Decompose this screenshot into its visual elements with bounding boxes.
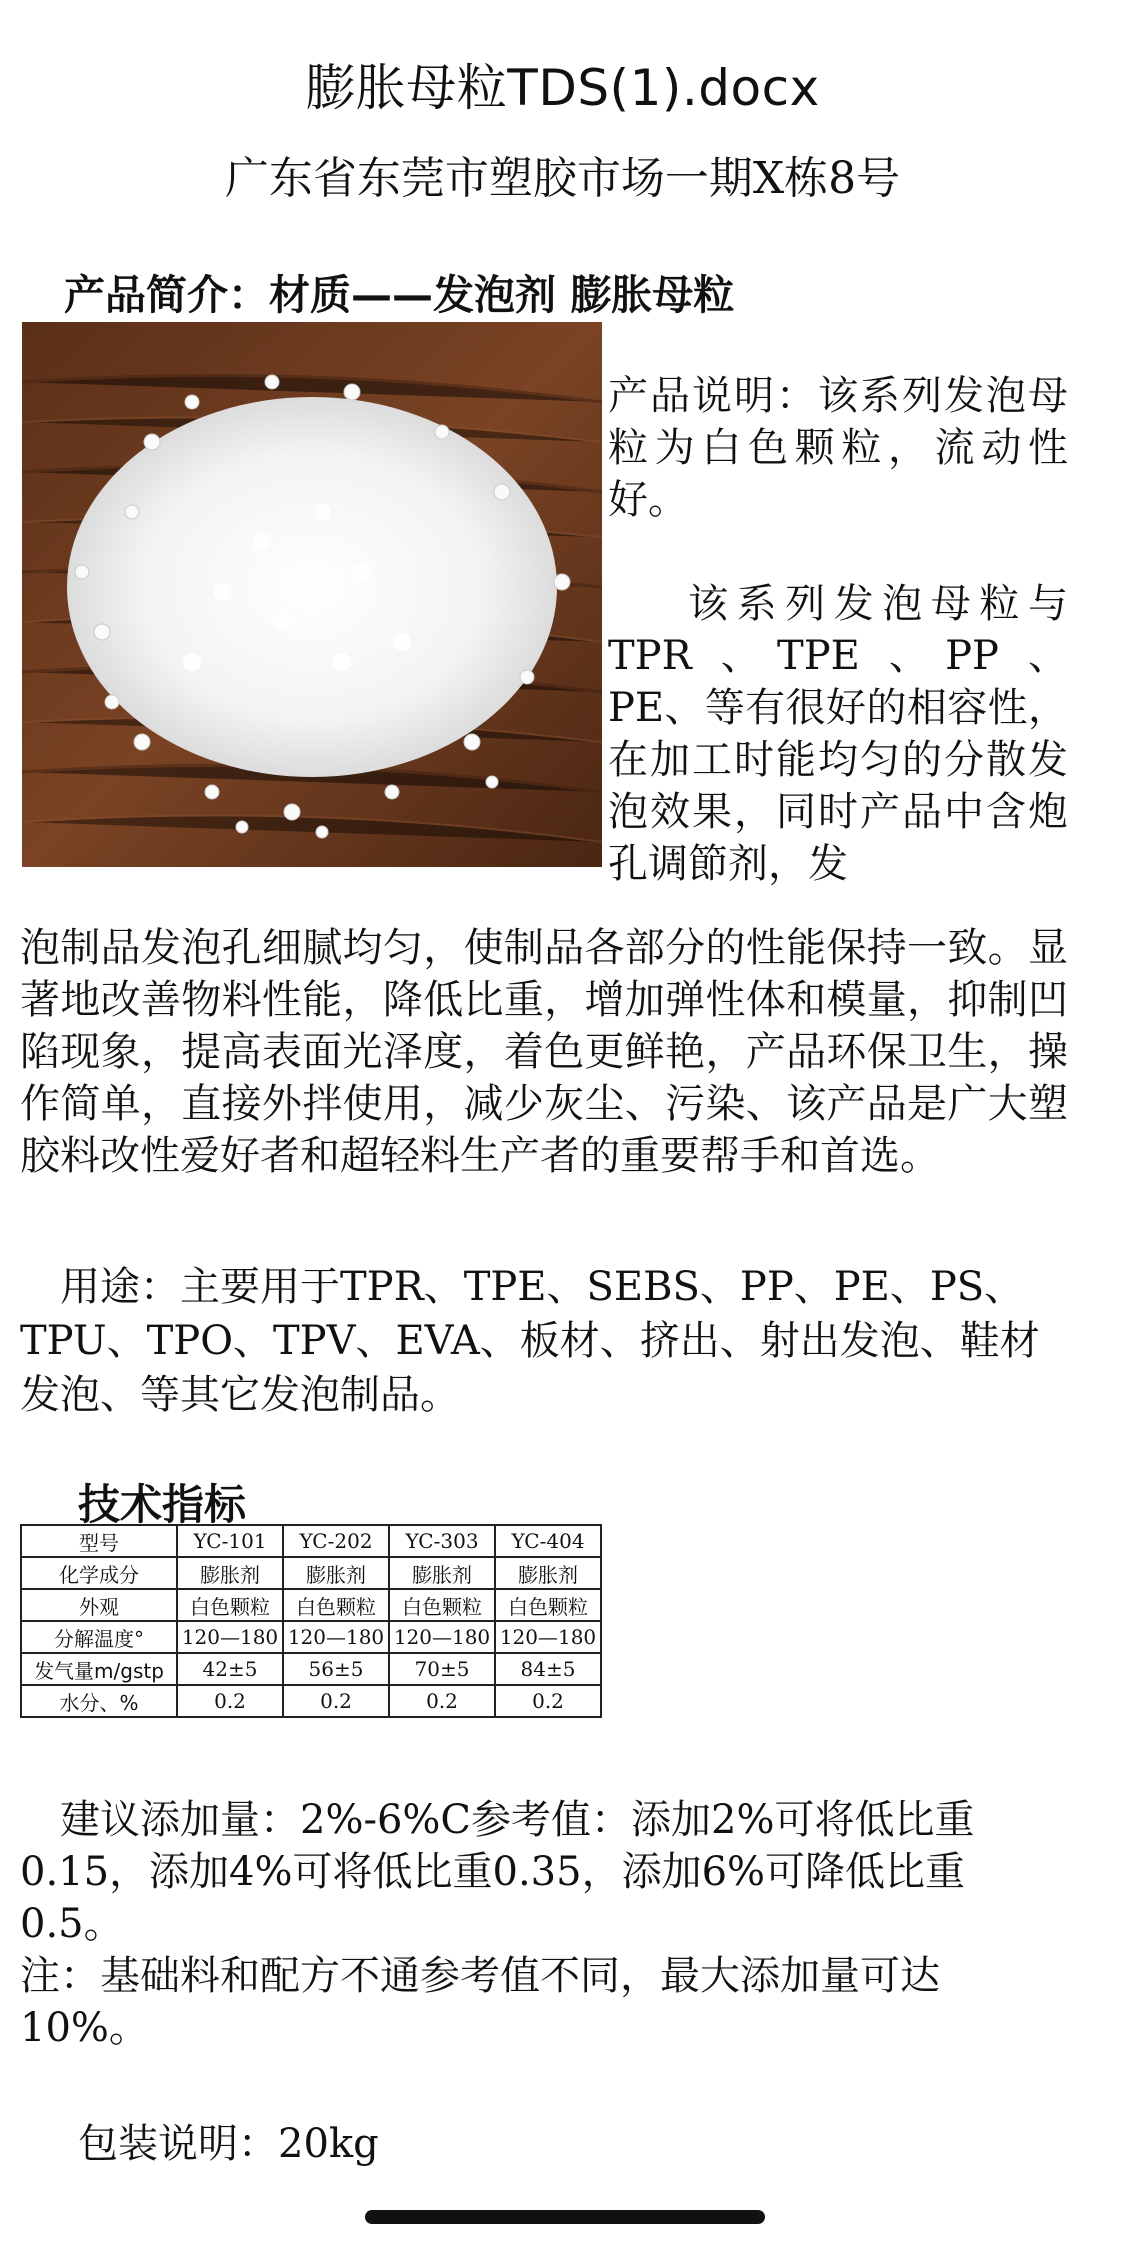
company-address: 广东省东莞市塑胶市场一期X栋8号 [224, 153, 901, 204]
table-cell: 膨胀剂 [177, 1557, 283, 1589]
table-cell: YC-303 [389, 1525, 495, 1557]
table-cell: 120—180 [389, 1621, 495, 1653]
row-label: 外观 [21, 1589, 177, 1621]
product-photo [22, 322, 602, 867]
addition-recommendation: 建议添加量：2%-6%C参考值：添加2%可将低比重0.15，添加4%可将低比重0.35，添加6%可降低比重0.5。 [20, 1797, 975, 1947]
packing-info: 包装说明：20kg [78, 2121, 379, 2167]
table-cell: 白色颗粒 [495, 1589, 601, 1621]
table-cell: 0.2 [283, 1685, 389, 1717]
row-label: 发气量m/gstp [21, 1653, 177, 1685]
table-cell: 120—180 [177, 1621, 283, 1653]
table-cell: 膨胀剂 [283, 1557, 389, 1589]
table-cell: 白色颗粒 [389, 1589, 495, 1621]
product-description: 产品说明：该系列发泡母粒为白色颗粒，流动性好。 [608, 373, 1068, 523]
table-row [21, 1525, 601, 1557]
table-cell: 0.2 [495, 1685, 601, 1717]
table-cell: 120—180 [495, 1621, 601, 1653]
spec-table [20, 1524, 602, 1718]
table-row [21, 1685, 601, 1717]
table-row [21, 1621, 601, 1653]
table-cell: 42±5 [177, 1653, 283, 1685]
row-label: 化学成分 [21, 1557, 177, 1589]
table-cell: 膨胀剂 [495, 1557, 601, 1589]
table-cell: 0.2 [177, 1685, 283, 1717]
features-paragraph: 泡制品发泡孔细腻均匀，使制品各部分的性能保持一致。显著地改善物料性能，降低比重，增加弹性体和模量，抑制凹陷现象，提高表面光泽度，着色更鲜艳，产品环保卫生，操作简单，直接外拌使用，减少灰尘、污染、该产品是广大塑胶料改性爱好者和超轻料生产者的重要帮手和首选。 [20, 925, 1068, 1179]
row-label: 水分、% [21, 1685, 177, 1717]
table-cell: YC-202 [283, 1525, 389, 1557]
table-cell: 70±5 [389, 1653, 495, 1685]
table-cell: YC-404 [495, 1525, 601, 1557]
table-row [21, 1653, 601, 1685]
table-row [21, 1589, 601, 1621]
table-cell: 120—180 [283, 1621, 389, 1653]
intro-heading: 产品简介：材质——发泡剂 膨胀母粒 [64, 271, 735, 319]
table-row [21, 1557, 601, 1589]
table-cell: 膨胀剂 [389, 1557, 495, 1589]
table-cell: 0.2 [389, 1685, 495, 1717]
table-cell: 56±5 [283, 1653, 389, 1685]
addition-section [20, 1794, 1068, 2054]
spec-heading: 技术指标 [78, 1480, 247, 1529]
home-indicator[interactable] [365, 2210, 765, 2224]
row-label: 型号 [21, 1525, 177, 1557]
table-cell: YC-101 [177, 1525, 283, 1557]
document-title: 膨胀母粒TDS(1).docx [305, 59, 820, 117]
addition-note: 注：基础料和配方不通参考值不同，最大添加量可达10%。 [20, 1953, 940, 2051]
compatibility-paragraph: 该系列发泡母粒与TPR 、TPE 、PP 、PE、等有很好的相容性，在加工时能均匀的分散发泡效果，同时产品中含炮孔调節剂，发 [608, 581, 1068, 887]
right-column-text [608, 370, 1068, 890]
row-label: 分解温度° [21, 1621, 177, 1653]
table-cell: 白色颗粒 [283, 1589, 389, 1621]
table-cell: 84±5 [495, 1653, 601, 1685]
uses-paragraph: 用途：主要用于TPR、TPE、SEBS、PP、PE、PS、TPU、TPO、TPV、EVA、板材、挤出、射出发泡、鞋材发泡、等其它发泡制品。 [20, 1264, 1040, 1418]
table-cell: 白色颗粒 [177, 1589, 283, 1621]
